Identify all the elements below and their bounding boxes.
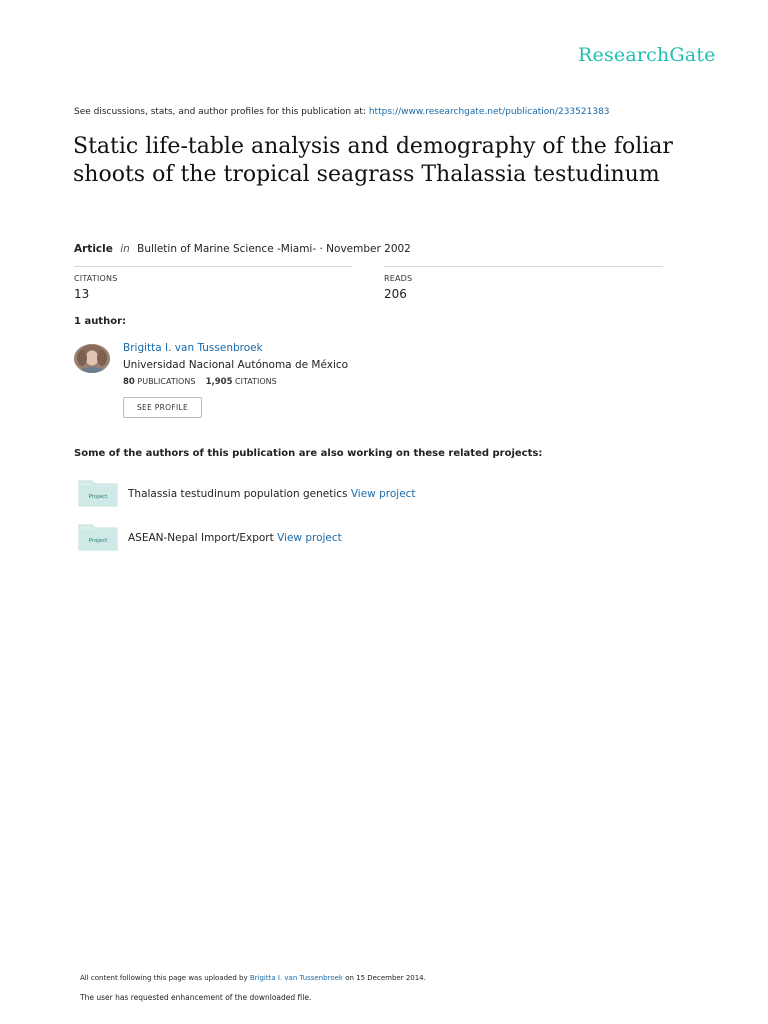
- project-row: [128, 532, 342, 544]
- see-discussions-text: See discussions, stats, and author profiles for this publication at:: [74, 107, 366, 117]
- author-affiliation: Universidad Nacional Autónoma de México: [123, 359, 349, 371]
- project-row: [128, 488, 416, 500]
- publication-type: Article: [74, 243, 113, 255]
- reads-label: READS: [384, 274, 413, 283]
- publications-count: 80: [123, 377, 135, 387]
- author-avatar[interactable]: [74, 344, 110, 373]
- publication-meta: [74, 243, 411, 255]
- author-counts: [123, 377, 277, 387]
- researchgate-logo[interactable]: ResearchGate: [578, 44, 716, 66]
- project-item: [78, 523, 118, 555]
- in-label: in: [120, 243, 130, 255]
- see-profile-button[interactable]: SEE PROFILE: [123, 397, 202, 418]
- related-projects-heading: Some of the authors of this publication are also working on these related projects:: [74, 448, 543, 459]
- publication-url-link[interactable]: https://www.researchgate.net/publication/233521383: [368, 107, 610, 117]
- publication-date: November 2002: [326, 243, 411, 255]
- view-project-link[interactable]: View project: [277, 532, 342, 544]
- project-badge-text: Project: [88, 538, 108, 544]
- project-item: [78, 479, 118, 511]
- reads-divider: [384, 266, 663, 267]
- publications-label: PUBLICATIONS: [137, 377, 196, 386]
- folder-icon: [78, 479, 118, 507]
- reads-value: 206: [384, 287, 407, 301]
- view-project-link[interactable]: View project: [350, 488, 416, 500]
- avatar-photo-icon: [74, 344, 110, 373]
- author-name-link[interactable]: Brigitta I. van Tussenbroek: [123, 342, 263, 354]
- see-discussions-line: [74, 107, 610, 117]
- folder-icon: [78, 523, 118, 551]
- upload-note-prefix: All content following this page was uploaded by: [80, 974, 248, 982]
- authors-heading: 1 author:: [74, 316, 127, 327]
- upload-note-suffix: on 15 December 2014.: [345, 974, 426, 982]
- project-title: Thalassia testudinum population genetics: [128, 488, 348, 500]
- citations-value: 13: [74, 287, 90, 301]
- meta-separator: ·: [319, 243, 323, 255]
- author-citations-count: 1,905: [205, 377, 233, 387]
- upload-note: [80, 974, 426, 982]
- author-citations-label: CITATIONS: [235, 377, 277, 386]
- enhancement-note: The user has requested enhancement of the downloaded file.: [80, 993, 312, 1002]
- journal-name: Bulletin of Marine Science -Miami-: [137, 243, 317, 255]
- citations-divider: [74, 266, 352, 267]
- uploader-link[interactable]: Brigitta I. van Tussenbroek: [249, 974, 343, 982]
- project-badge-text: Project: [88, 494, 108, 500]
- citations-label: CITATIONS: [74, 274, 118, 283]
- publication-title: Static life-table analysis and demography of the foliar shoots of the tropical seagrass Thalassia testudinum: [73, 134, 673, 187]
- project-title: ASEAN-Nepal Import/Export: [128, 532, 274, 544]
